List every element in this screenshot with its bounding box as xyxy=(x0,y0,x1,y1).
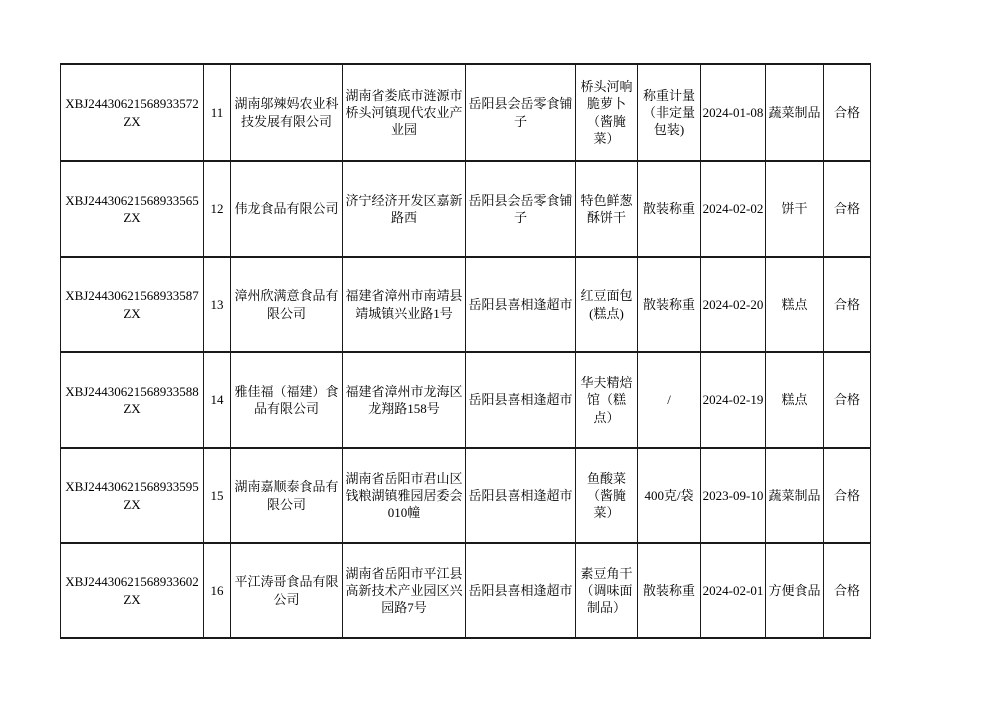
cell-seller-name: 岳阳县喜相逢超市 xyxy=(466,257,576,352)
cell-row-number: 14 xyxy=(204,352,231,448)
cell-producer-address: 福建省漳州市龙海区龙翔路158号 xyxy=(343,352,466,448)
cell-seller-name: 岳阳县会岳零食铺子 xyxy=(466,64,576,161)
cell-result: 合格 xyxy=(824,161,871,257)
cell-category: 糕点 xyxy=(766,257,824,352)
cell-report-id: XBJ24430621568933602ZX xyxy=(61,543,204,638)
cell-producer-address: 湖南省岳阳市君山区钱粮湖镇雅园居委会010幢 xyxy=(343,448,466,543)
table-row xyxy=(61,257,871,352)
cell-producer-address: 济宁经济开发区嘉新路西 xyxy=(343,161,466,257)
cell-production-date: 2024-02-20 xyxy=(701,257,766,352)
cell-category: 蔬菜制品 xyxy=(766,64,824,161)
cell-spec: 散装称重 xyxy=(638,257,701,352)
cell-production-date: 2024-02-01 xyxy=(701,543,766,638)
cell-producer-address: 福建省漳州市南靖县靖城镇兴业路1号 xyxy=(343,257,466,352)
cell-spec: 散装称重 xyxy=(638,161,701,257)
table-row xyxy=(61,543,871,638)
cell-report-id: XBJ24430621568933587ZX xyxy=(61,257,204,352)
table-row xyxy=(61,448,871,543)
table-row xyxy=(61,352,871,448)
cell-result: 合格 xyxy=(824,448,871,543)
cell-row-number: 16 xyxy=(204,543,231,638)
cell-report-id: XBJ24430621568933588ZX xyxy=(61,352,204,448)
cell-seller-name: 岳阳县喜相逢超市 xyxy=(466,352,576,448)
cell-product-name: 红豆面包(糕点) xyxy=(576,257,638,352)
cell-production-date: 2024-01-08 xyxy=(701,64,766,161)
cell-product-name: 特色鲜葱酥饼干 xyxy=(576,161,638,257)
cell-report-id: XBJ24430621568933595ZX xyxy=(61,448,204,543)
cell-report-id: XBJ24430621568933565ZX xyxy=(61,161,204,257)
cell-product-name: 华夫精焙馆（糕点） xyxy=(576,352,638,448)
cell-spec: / xyxy=(638,352,701,448)
cell-category: 糕点 xyxy=(766,352,824,448)
cell-production-date: 2024-02-19 xyxy=(701,352,766,448)
cell-producer-name: 雅佳福（福建）食品有限公司 xyxy=(231,352,343,448)
cell-product-name: 桥头河响脆萝卜（酱腌菜） xyxy=(576,64,638,161)
cell-result: 合格 xyxy=(824,352,871,448)
cell-producer-name: 漳州欣满意食品有限公司 xyxy=(231,257,343,352)
cell-category: 饼干 xyxy=(766,161,824,257)
cell-row-number: 15 xyxy=(204,448,231,543)
cell-production-date: 2024-02-02 xyxy=(701,161,766,257)
cell-seller-name: 岳阳县会岳零食铺子 xyxy=(466,161,576,257)
cell-result: 合格 xyxy=(824,543,871,638)
cell-row-number: 12 xyxy=(204,161,231,257)
cell-producer-name: 湖南邬辣妈农业科技发展有限公司 xyxy=(231,64,343,161)
cell-result: 合格 xyxy=(824,64,871,161)
cell-seller-name: 岳阳县喜相逢超市 xyxy=(466,448,576,543)
cell-category: 方便食品 xyxy=(766,543,824,638)
cell-report-id: XBJ24430621568933572ZX xyxy=(61,64,204,161)
cell-row-number: 13 xyxy=(204,257,231,352)
cell-producer-name: 湖南嘉顺泰食品有限公司 xyxy=(231,448,343,543)
cell-category: 蔬菜制品 xyxy=(766,448,824,543)
cell-producer-name: 平江涛哥食品有限公司 xyxy=(231,543,343,638)
cell-product-name: 鱼酸菜（酱腌菜） xyxy=(576,448,638,543)
cell-spec: 称重计量（非定量包装) xyxy=(638,64,701,161)
cell-seller-name: 岳阳县喜相逢超市 xyxy=(466,543,576,638)
cell-spec: 散装称重 xyxy=(638,543,701,638)
table-row xyxy=(61,64,871,161)
cell-producer-address: 湖南省娄底市涟源市桥头河镇现代农业产业园 xyxy=(343,64,466,161)
cell-spec: 400克/袋 xyxy=(638,448,701,543)
cell-result: 合格 xyxy=(824,257,871,352)
cell-product-name: 素豆角干（调味面制品） xyxy=(576,543,638,638)
cell-producer-address: 湖南省岳阳市平江县高新技术产业园区兴园路7号 xyxy=(343,543,466,638)
cell-production-date: 2023-09-10 xyxy=(701,448,766,543)
cell-row-number: 11 xyxy=(204,64,231,161)
inspection-results-table xyxy=(60,63,871,639)
cell-producer-name: 伟龙食品有限公司 xyxy=(231,161,343,257)
table-row xyxy=(61,161,871,257)
